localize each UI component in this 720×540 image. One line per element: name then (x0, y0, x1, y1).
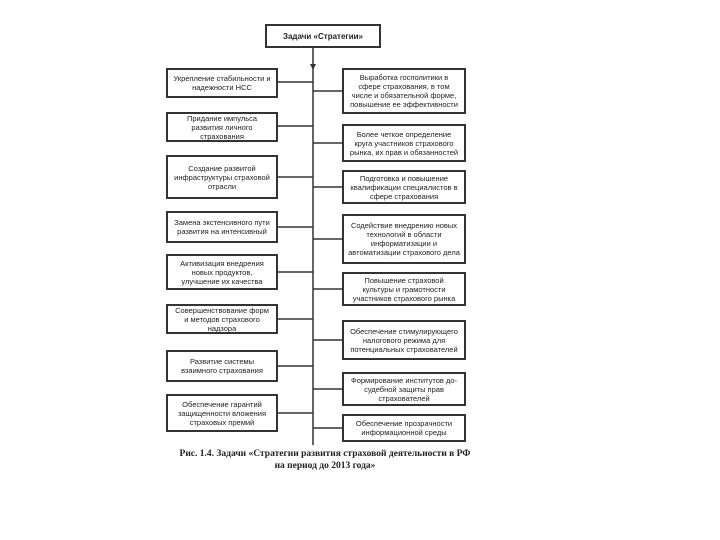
strategy-tasks-title-box: Задачи «Стратегии» (265, 24, 381, 48)
left-task-box: Укрепление стабильности и надежности НСС (166, 68, 278, 98)
right-task-box: Обеспечение прозрачности информационной среды (342, 414, 466, 442)
trunk-arrow (310, 64, 316, 70)
right-task-box: Формирование институтов до-судебной защиты прав страхователей (342, 372, 466, 406)
right-task-box: Более четкое определение круга участников страхового рынка, их прав и обязанностей (342, 124, 466, 162)
right-task-box: Содействие внедрению новых технологий в области информатизации и автоматизации страхового дела (342, 214, 466, 264)
caption-line-2: на период до 2013 года» (274, 461, 376, 471)
left-task-box: Развитие системы взаимного страхования (166, 350, 278, 382)
caption-line-1: Рис. 1.4. Задачи «Стратегии развития страховой деятельности в РФ (179, 449, 471, 459)
right-task-box: Повышение страховой культуры и грамотности участников страхового рынка (342, 272, 466, 306)
left-task-box: Придание импульса развития личного страхования (166, 112, 278, 142)
left-task-box: Активизация внедрения новых продуктов, улучшение их качества (166, 254, 278, 290)
right-task-box: Подготовка и повышение квалификации специалистов в сфере страхования (342, 170, 466, 204)
left-task-box: Создание развитой инфраструктуры страховой отрасли (166, 155, 278, 199)
left-task-box: Замена экстенсивного пути развития на интенсивный (166, 211, 278, 243)
figure-caption (160, 448, 490, 472)
left-task-box: Обеспечение гарантий защищенности вложения страховых премий (166, 394, 278, 432)
left-task-box: Совершенствование форм и методов страхового надзора (166, 304, 278, 334)
right-task-box: Обеспечение стимулирующего налогового режима для потенциальных страхователей (342, 320, 466, 360)
right-task-box: Выработка госполитики в сфере страхования, в том числе и обязательной форме, повышение ее эффективности (342, 68, 466, 114)
